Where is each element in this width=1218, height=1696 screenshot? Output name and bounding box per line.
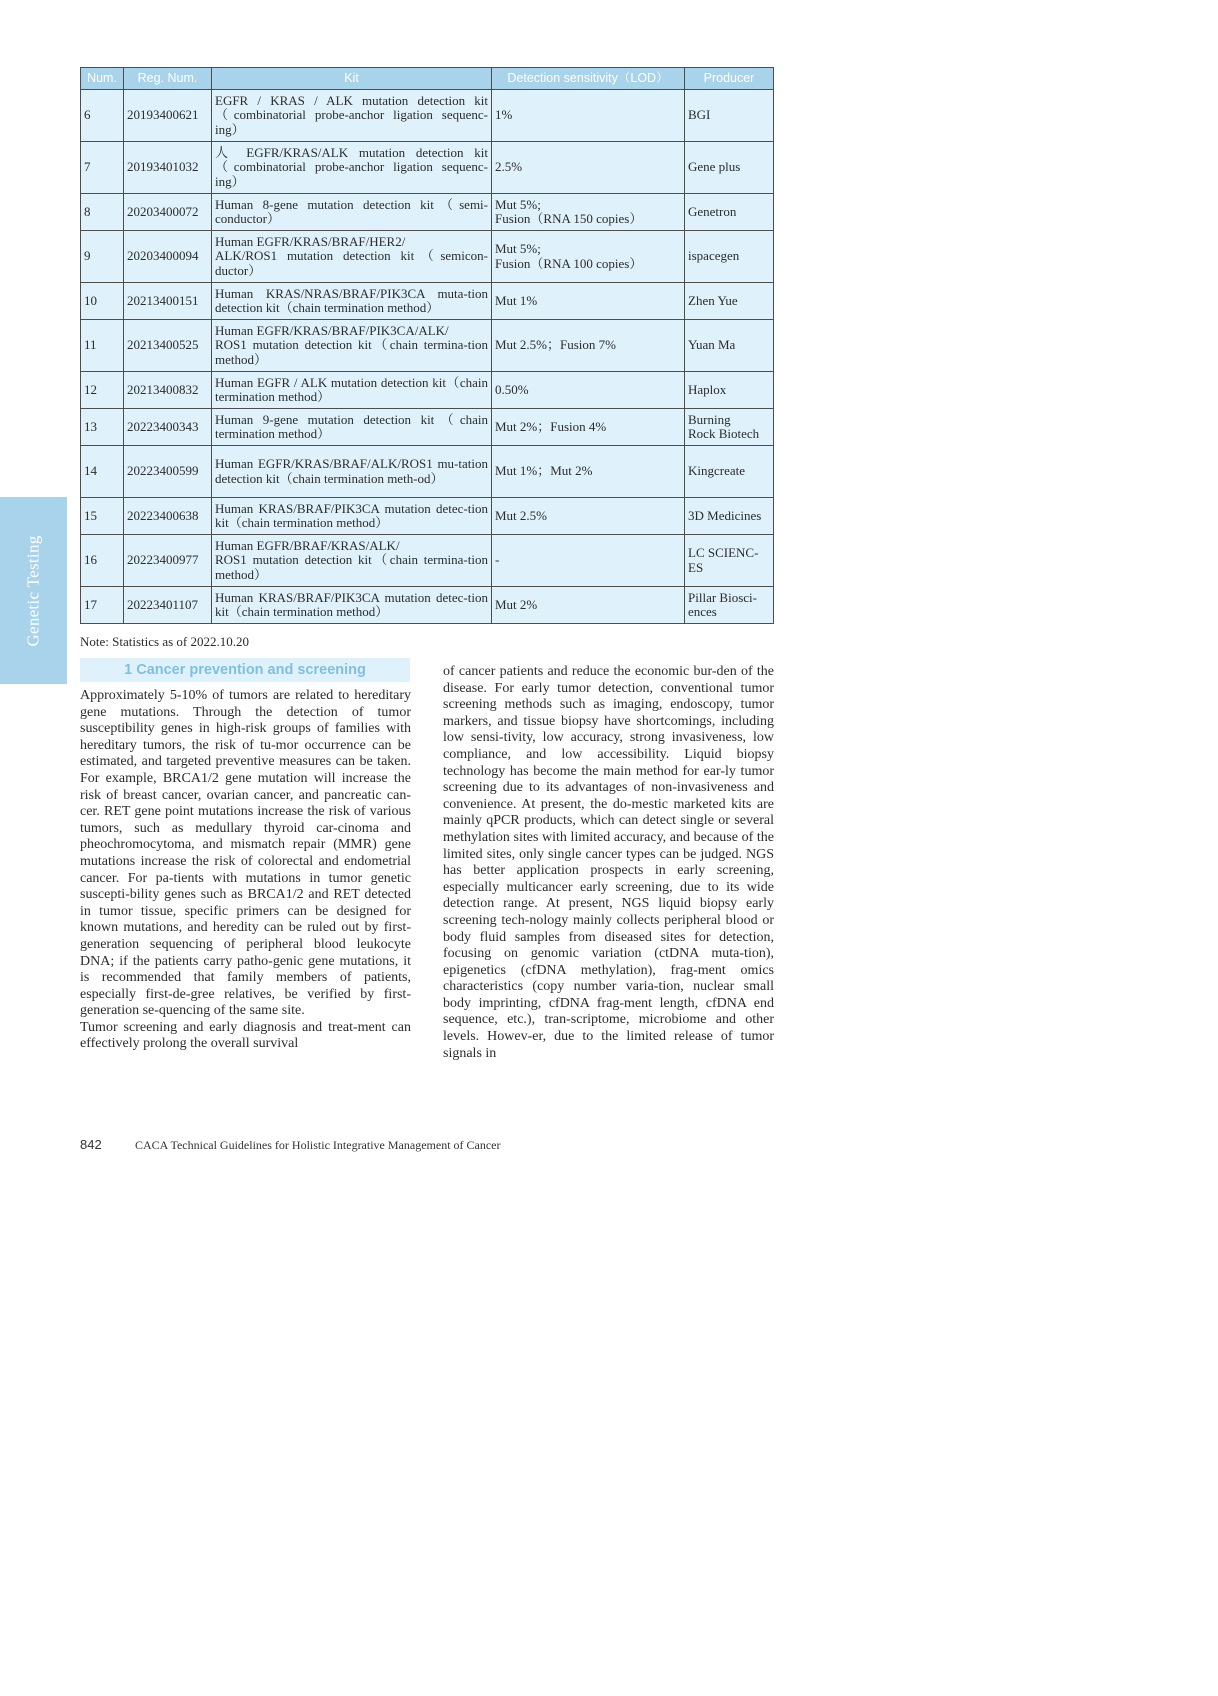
cell-reg-num: 20193401032 (124, 142, 212, 194)
cell-num: 9 (81, 231, 124, 283)
cell-lod: 0.50% (492, 372, 685, 409)
footer-title: CACA Technical Guidelines for Holistic Integrative Management of Cancer (135, 1138, 501, 1152)
page-number: 842 (80, 1137, 102, 1152)
cell-reg-num: 20223400638 (124, 498, 212, 535)
cell-producer: Burning Rock Biotech (685, 409, 774, 446)
table-header-row (81, 68, 774, 90)
cell-reg-num: 20213400832 (124, 372, 212, 409)
cell-num: 17 (81, 587, 124, 624)
table-row (81, 446, 774, 498)
cell-reg-num: 20213400151 (124, 283, 212, 320)
paragraph: Tumor screening and early diagnosis and treat-ment can effectively prolong the overall survival (80, 1019, 411, 1052)
cell-lod: 2.5% (492, 142, 685, 194)
cell-kit: EGFR / KRAS / ALK mutation detection kit（combinatorial probe-anchor ligation sequenc-ing） (212, 90, 492, 142)
table-row (81, 535, 774, 587)
cell-producer: LC SCIENC-ES (685, 535, 774, 587)
cell-lod: Mut 1%；Mut 2% (492, 446, 685, 498)
cell-producer: BGI (685, 90, 774, 142)
cell-lod: Mut 1% (492, 283, 685, 320)
cell-lod: Mut 2% (492, 587, 685, 624)
side-section-tab (0, 497, 67, 684)
cell-num: 14 (81, 446, 124, 498)
paragraph: of cancer patients and reduce the economic bur-den of the disease. For early tumor detection, conventional tumor screening methods such as imaging, endoscopy, tumor markers, and tissue biopsy have shortcomings, including low sensi-tivity, low accuracy, strong invasiveness, low compliance, and low accessibility. Liquid biopsy technology has become the main method for ear-ly tumor screening due to its advantages of non-invasiveness and convenience. At present, the do-mestic marketed kits are mainly qPCR products, which can detect single or several methylation sites with limited accuracy, and because of the limited sites, only single cancer types can be judged. NGS has better application prospects in early screening, especially multicancer early screening, due to its wide detection range. At present, NGS liquid biopsy early screening tech-nology mainly collects peripheral blood or body fluid samples from diseased sites for detection, focusing on genomic variation (ctDNA muta-tion), epigenetics (cfDNA methylation), frag-ment omics characteristics (copy number varia-tion, nuclear small body imprinting, cfDNA frag-ment length, cfDNA end sequence, etc.), tran-scriptome, microbiome and other levels. Howev-er, due to the limited release of tumor signals in (443, 664, 774, 1061)
header-num: Num. (81, 68, 124, 90)
cell-reg-num: 20223401107 (124, 587, 212, 624)
table-row (81, 498, 774, 535)
cell-producer: Gene plus (685, 142, 774, 194)
cell-num: 16 (81, 535, 124, 587)
cell-reg-num: 20223400599 (124, 446, 212, 498)
cell-reg-num: 20223400343 (124, 409, 212, 446)
cell-num: 10 (81, 283, 124, 320)
cell-kit: Human EGFR/BRAF/KRAS/ALK/ ROS1 mutation detection kit（chain termina-tion method） (212, 535, 492, 587)
cell-lod: Mut 2%；Fusion 4% (492, 409, 685, 446)
cell-lod: Mut 5%; Fusion（RNA 100 copies） (492, 231, 685, 283)
cell-kit: Human KRAS/BRAF/PIK3CA mutation detec-tion kit（chain termination method） (212, 587, 492, 624)
cell-num: 7 (81, 142, 124, 194)
cell-lod: 1% (492, 90, 685, 142)
text-column-left (80, 688, 411, 1053)
cell-reg-num: 20223400977 (124, 535, 212, 587)
cell-num: 12 (81, 372, 124, 409)
cell-lod: Mut 5%; Fusion（RNA 150 copies） (492, 194, 685, 231)
table-row (81, 587, 774, 624)
cell-num: 15 (81, 498, 124, 535)
cell-kit: Human 8-gene mutation detection kit（semi-conductor） (212, 194, 492, 231)
cell-lod: Mut 2.5% (492, 498, 685, 535)
cell-reg-num: 20203400094 (124, 231, 212, 283)
cell-lod: Mut 2.5%；Fusion 7% (492, 320, 685, 372)
cell-kit: Human EGFR/KRAS/BRAF/PIK3CA/ALK/ ROS1 mutation detection kit（chain termina-tion method） (212, 320, 492, 372)
cell-producer: Pillar Biosci-ences (685, 587, 774, 624)
table-row (81, 142, 774, 194)
cell-producer: Kingcreate (685, 446, 774, 498)
cell-kit: 人 EGFR/KRAS/ALK mutation detection kit（combinatorial probe-anchor ligation sequenc-ing） (212, 142, 492, 194)
header-producer: Producer (685, 68, 774, 90)
cell-num: 6 (81, 90, 124, 142)
table-note: Note: Statistics as of 2022.10.20 (80, 634, 249, 649)
cell-kit: Human EGFR/KRAS/BRAF/HER2/ ALK/ROS1 mutation detection kit（semicon-ductor） (212, 231, 492, 283)
table-row (81, 90, 774, 142)
table-row (81, 194, 774, 231)
cell-reg-num: 20203400072 (124, 194, 212, 231)
page-footer (80, 1137, 501, 1153)
header-reg-num: Reg. Num. (124, 68, 212, 90)
cell-kit: Human EGFR / ALK mutation detection kit（chain termination method） (212, 372, 492, 409)
cell-producer: Zhen Yue (685, 283, 774, 320)
text-column-right (443, 664, 774, 1062)
cell-num: 11 (81, 320, 124, 372)
header-lod: Detection sensitivity（LOD） (492, 68, 685, 90)
table-row (81, 320, 774, 372)
cell-kit: Human 9-gene mutation detection kit（chain termination method） (212, 409, 492, 446)
cell-producer: ispacegen (685, 231, 774, 283)
table-row (81, 283, 774, 320)
cell-producer: Genetron (685, 194, 774, 231)
paragraph: Approximately 5-10% of tumors are related to hereditary gene mutations. Through the detection of tumor susceptibility genes in high-risk groups of families with hereditary tumors, the risk of tu-mor occurrence can be estimated, and targeted preventive measures can be taken. For example, BRCA1/2 gene mutation will increase the risk of breast cancer, ovarian cancer, and pancreatic can-cer. RET gene point mutations increase the risk of various tumors, such as medullary thyroid car-cinoma and pheochromocytoma, and mismatch repair (MMR) gene mutations increase the risk of colorectal and endometrial cancer. For pa-tients with mutations in tumor genetic suscepti-bility genes such as BRCA1/2 and RET detected in tumor tissue, specific primers can be designed for known mutations, and heredity can be ruled out by first-generation sequencing of peripheral blood leukocyte DNA; if the patients carry patho-genic gene mutations, it is recommended that family members of patients, especially first-de-gree relatives, be verified by first-generation se-quencing of the same site. (80, 688, 411, 1019)
cell-lod: - (492, 535, 685, 587)
cell-kit: Human EGFR/KRAS/BRAF/ALK/ROS1 mu-tation detection kit（chain termination meth-od） (212, 446, 492, 498)
table-row (81, 409, 774, 446)
cell-kit: Human KRAS/NRAS/BRAF/PIK3CA muta-tion detection kit（chain termination method） (212, 283, 492, 320)
section-title: 1 Cancer prevention and screening (80, 658, 410, 682)
cell-producer: Yuan Ma (685, 320, 774, 372)
side-tab-label: Genetic Testing (23, 534, 43, 647)
table-row (81, 231, 774, 283)
cell-num: 8 (81, 194, 124, 231)
cell-num: 13 (81, 409, 124, 446)
cell-kit: Human KRAS/BRAF/PIK3CA mutation detec-tion kit（chain termination method） (212, 498, 492, 535)
kits-table (80, 67, 774, 624)
cell-producer: Haplox (685, 372, 774, 409)
table-row (81, 372, 774, 409)
cell-producer: 3D Medicines (685, 498, 774, 535)
header-kit: Kit (212, 68, 492, 90)
cell-reg-num: 20213400525 (124, 320, 212, 372)
cell-reg-num: 20193400621 (124, 90, 212, 142)
